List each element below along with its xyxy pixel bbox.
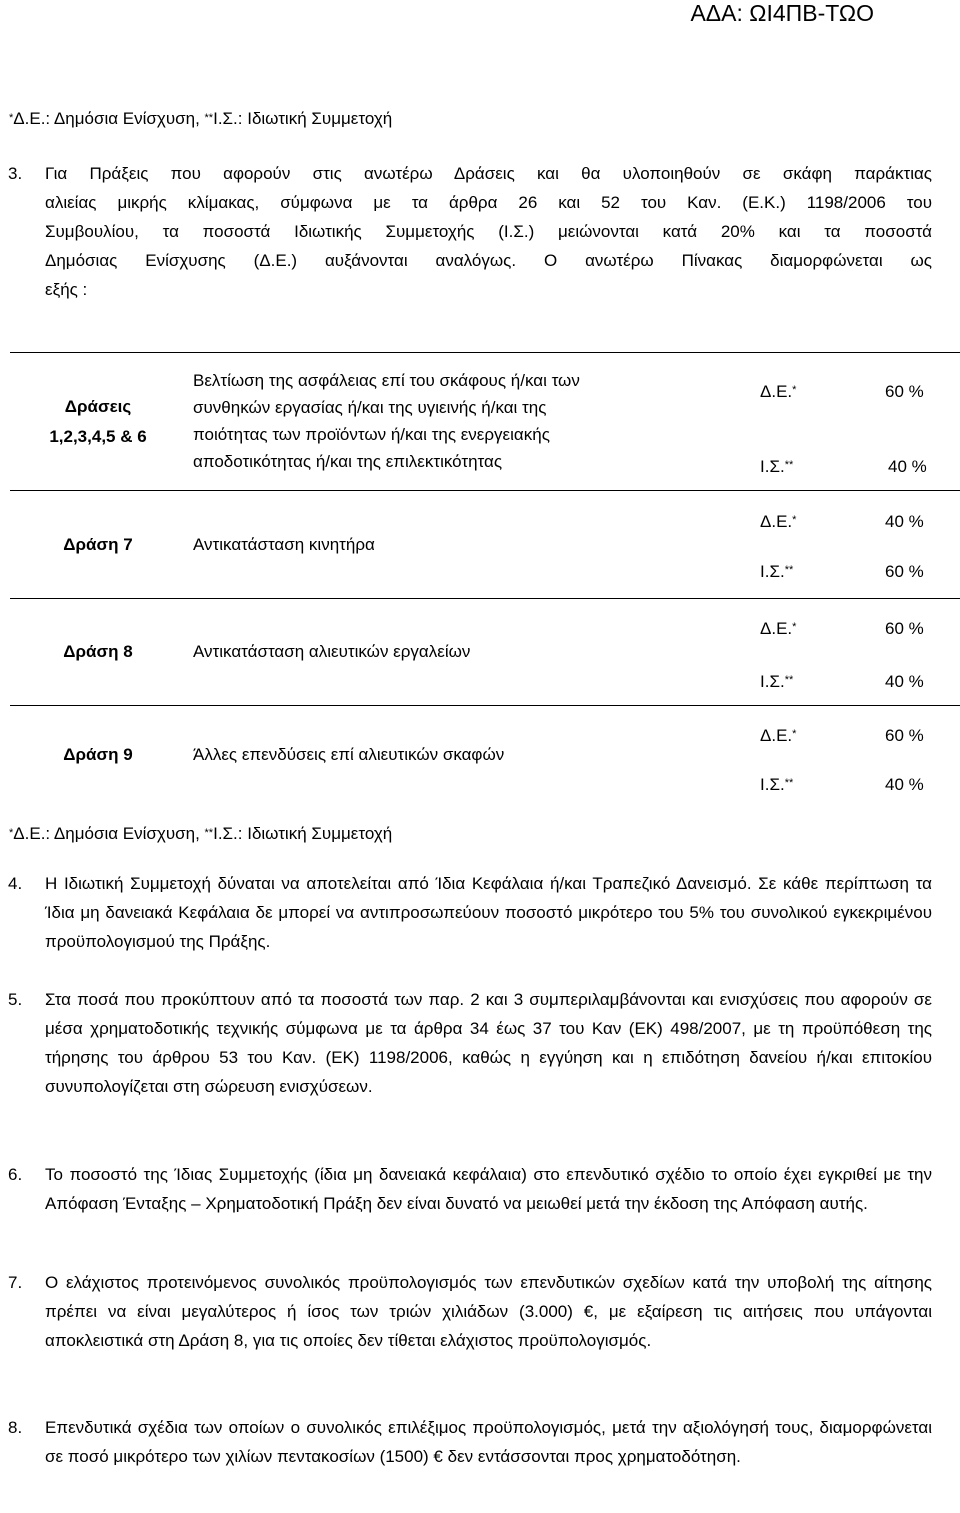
footnote-de: Δ.Ε.: Δημόσια Ενίσχυση, [13,824,205,843]
action-cell [10,353,186,490]
is-label: Ι.Σ.** [760,457,794,476]
is-percent: 40 % [888,457,927,476]
para-line: αλιείας μικρής κλίμακας, σύμφωνα με τα άρθρα 26 και 52 του Καν. (Ε.Κ.) 1198/2006 του [45,193,932,212]
de-percent: 60 % [885,382,924,401]
description-line: συνθηκών εργασίας ή/και της υγιεινής ή/και της [193,398,547,417]
footnote-double-star: ** [204,827,214,839]
action-label: Δράσεις [64,396,132,416]
description-cell: Αντικατάσταση κινητήρα [193,534,375,554]
is-percent: 40 % [885,775,924,794]
item-number: 6. [8,1165,23,1184]
item-text: Το ποσοστό της Ίδιας Συμμετοχής (ίδια μη δανειακά κεφάλαια) στο επενδυτικό σχέδιο το οποίο έχει εγκριθεί με την Απόφαση Ένταξης – Χρηματοδοτική Πράξη δεν είναι δυνατό να μειωθεί μετά την έκδοση της Απόφαση αυτής. [45,1165,932,1213]
para-line: Για Πράξεις που αφορούν στις ανωτέρω Δράσεις και θα υλοποιηθούν σε σκάφη παράκτιας [45,164,932,183]
item-text: Στα ποσά που προκύπτουν από τα ποσοστά των παρ. 2 και 3 συμπεριλαμβάνονται και ενισχύσεις που αφορούν σε μέσα χρηματοδοτικής τεχνικής σύμφωνα με τα άρθρα 34 έως 37 του Καν (ΕΚ) 498/2007, με τη προϋπόθεση της τήρησης του άρθρου 53 του Καν. (ΕΚ) 1198/2006, καθώς η εγγύηση και η επιδότηση δανείου ή/και επιτοκίου συνυπολογίζεται στη σώρευση ενισχύσεων. [45,990,932,1096]
action-label: Δράση 7 [63,534,133,554]
is-label: Ι.Σ.** [760,562,794,581]
description-line: αποδοτικότητας ή/και της επιλεκτικότητας [193,452,503,471]
item-text: Ο ελάχιστος προτεινόμενος συνολικός προϋπολογισμός των επενδυτικών σχεδίων κατά την υποβολή της αίτησης πρέπει να είναι μεγαλύτερος ή ίσος των τριών χιλιάδων (3.000) €, με εξαίρεση τις αιτήσεις που υπάγονται αποκλειστικά στη Δράση 8, για τις οποίες δεν τίθεται ελάχιστος προϋπολογισμός. [45,1273,932,1350]
para-line: εξής : [45,280,88,299]
action-cell [10,491,186,598]
is-label: Ι.Σ.** [760,775,794,794]
item-4 [8,869,932,956]
action-cell [10,599,186,705]
de-label: Δ.Ε.* [760,382,797,401]
action-label: Δράση 8 [63,642,133,661]
is-percent: 40 % [885,672,924,691]
para-line: Συμβουλίου, τα ποσοστά Ιδιωτικής Συμμετοχής (Ι.Σ.) μειώνονται κατά 20% και τα ποσοστά [45,222,932,241]
item-number: 7. [8,1273,23,1292]
item-8 [8,1413,932,1471]
item-5 [8,985,932,1101]
description-line: Βελτίωση της ασφάλειας επί του σκάφους ή/και των [193,371,580,390]
table-row [10,353,960,490]
item-7 [8,1268,932,1355]
de-percent: 60 % [885,619,924,638]
footnote-is: Ι.Σ.: Ιδιωτική Συμμετοχή [213,109,393,128]
description-cell [193,353,703,490]
paragraph-3 [8,159,932,304]
item-number: 4. [8,874,23,893]
de-label: Δ.Ε.* [760,512,797,531]
description-line: ποιότητας των προϊόντων ή/και της ενεργειακής [193,425,550,444]
item-number: 8. [8,1418,23,1437]
share-table [10,352,960,803]
footnote-star: * [9,112,14,124]
footnote-is: Ι.Σ.: Ιδιωτική Συμμετοχή [213,824,393,843]
description-cell: Αντικατάσταση αλιευτικών εργαλείων [193,642,471,661]
de-label: Δ.Ε.* [760,619,797,638]
footnote-top [9,109,392,129]
item-number: 5. [8,990,23,1009]
description-cell: Άλλες επενδύσεις επί αλιευτικών σκαφών [193,744,505,764]
is-label: Ι.Σ.** [760,672,794,691]
footnote-bottom [9,824,392,844]
action-label: 1,2,3,4,5 & 6 [49,426,147,446]
footnote-star: * [9,827,14,839]
item-number: 3. [8,164,23,183]
footnote-de: Δ.Ε.: Δημόσια Ενίσχυση, [13,109,205,128]
table-row [10,705,960,803]
para-line: Δημόσιας Ενίσχυσης (Δ.Ε.) αυξάνονται αναλόγως. Ο ανωτέρω Πίνακας διαμορφώνεται ως [45,251,932,270]
item-6 [8,1160,932,1218]
de-label: Δ.Ε.* [760,726,797,745]
footnote-double-star: ** [204,112,214,124]
action-cell [10,706,186,803]
table-row [10,490,960,598]
de-percent: 60 % [885,726,924,745]
ada-code: ΑΔΑ: ΩΙ4ΠΒ-ΤΩΟ [690,0,874,26]
item-text: Επενδυτικά σχέδια των οποίων ο συνολικός επιλέξιμος προϋπολογισμός, μετά την αξιολόγησή τους, διαμορφώνεται σε ποσό μικρότερο των χιλίων πεντακοσίων (1500) € δεν εντάσσονται προς χρηματοδότηση. [45,1418,932,1466]
action-label: Δράση 9 [63,744,133,764]
item-text: Η Ιδιωτική Συμμετοχή δύναται να αποτελείται από Ίδια Κεφάλαια ή/και Τραπεζικό Δανεισμό. Σε κάθε περίπτωση τα Ίδια μη δανειακά Κεφάλαια δε μπορεί να αντιπροσωπεύουν ποσοστό μικρότερο του 5% του συνολικού εγκεκριμένου προϋπολογισμού της Πράξης. [45,874,932,951]
de-percent: 40 % [885,512,924,531]
table-row [10,598,960,705]
is-percent: 60 % [885,562,924,581]
